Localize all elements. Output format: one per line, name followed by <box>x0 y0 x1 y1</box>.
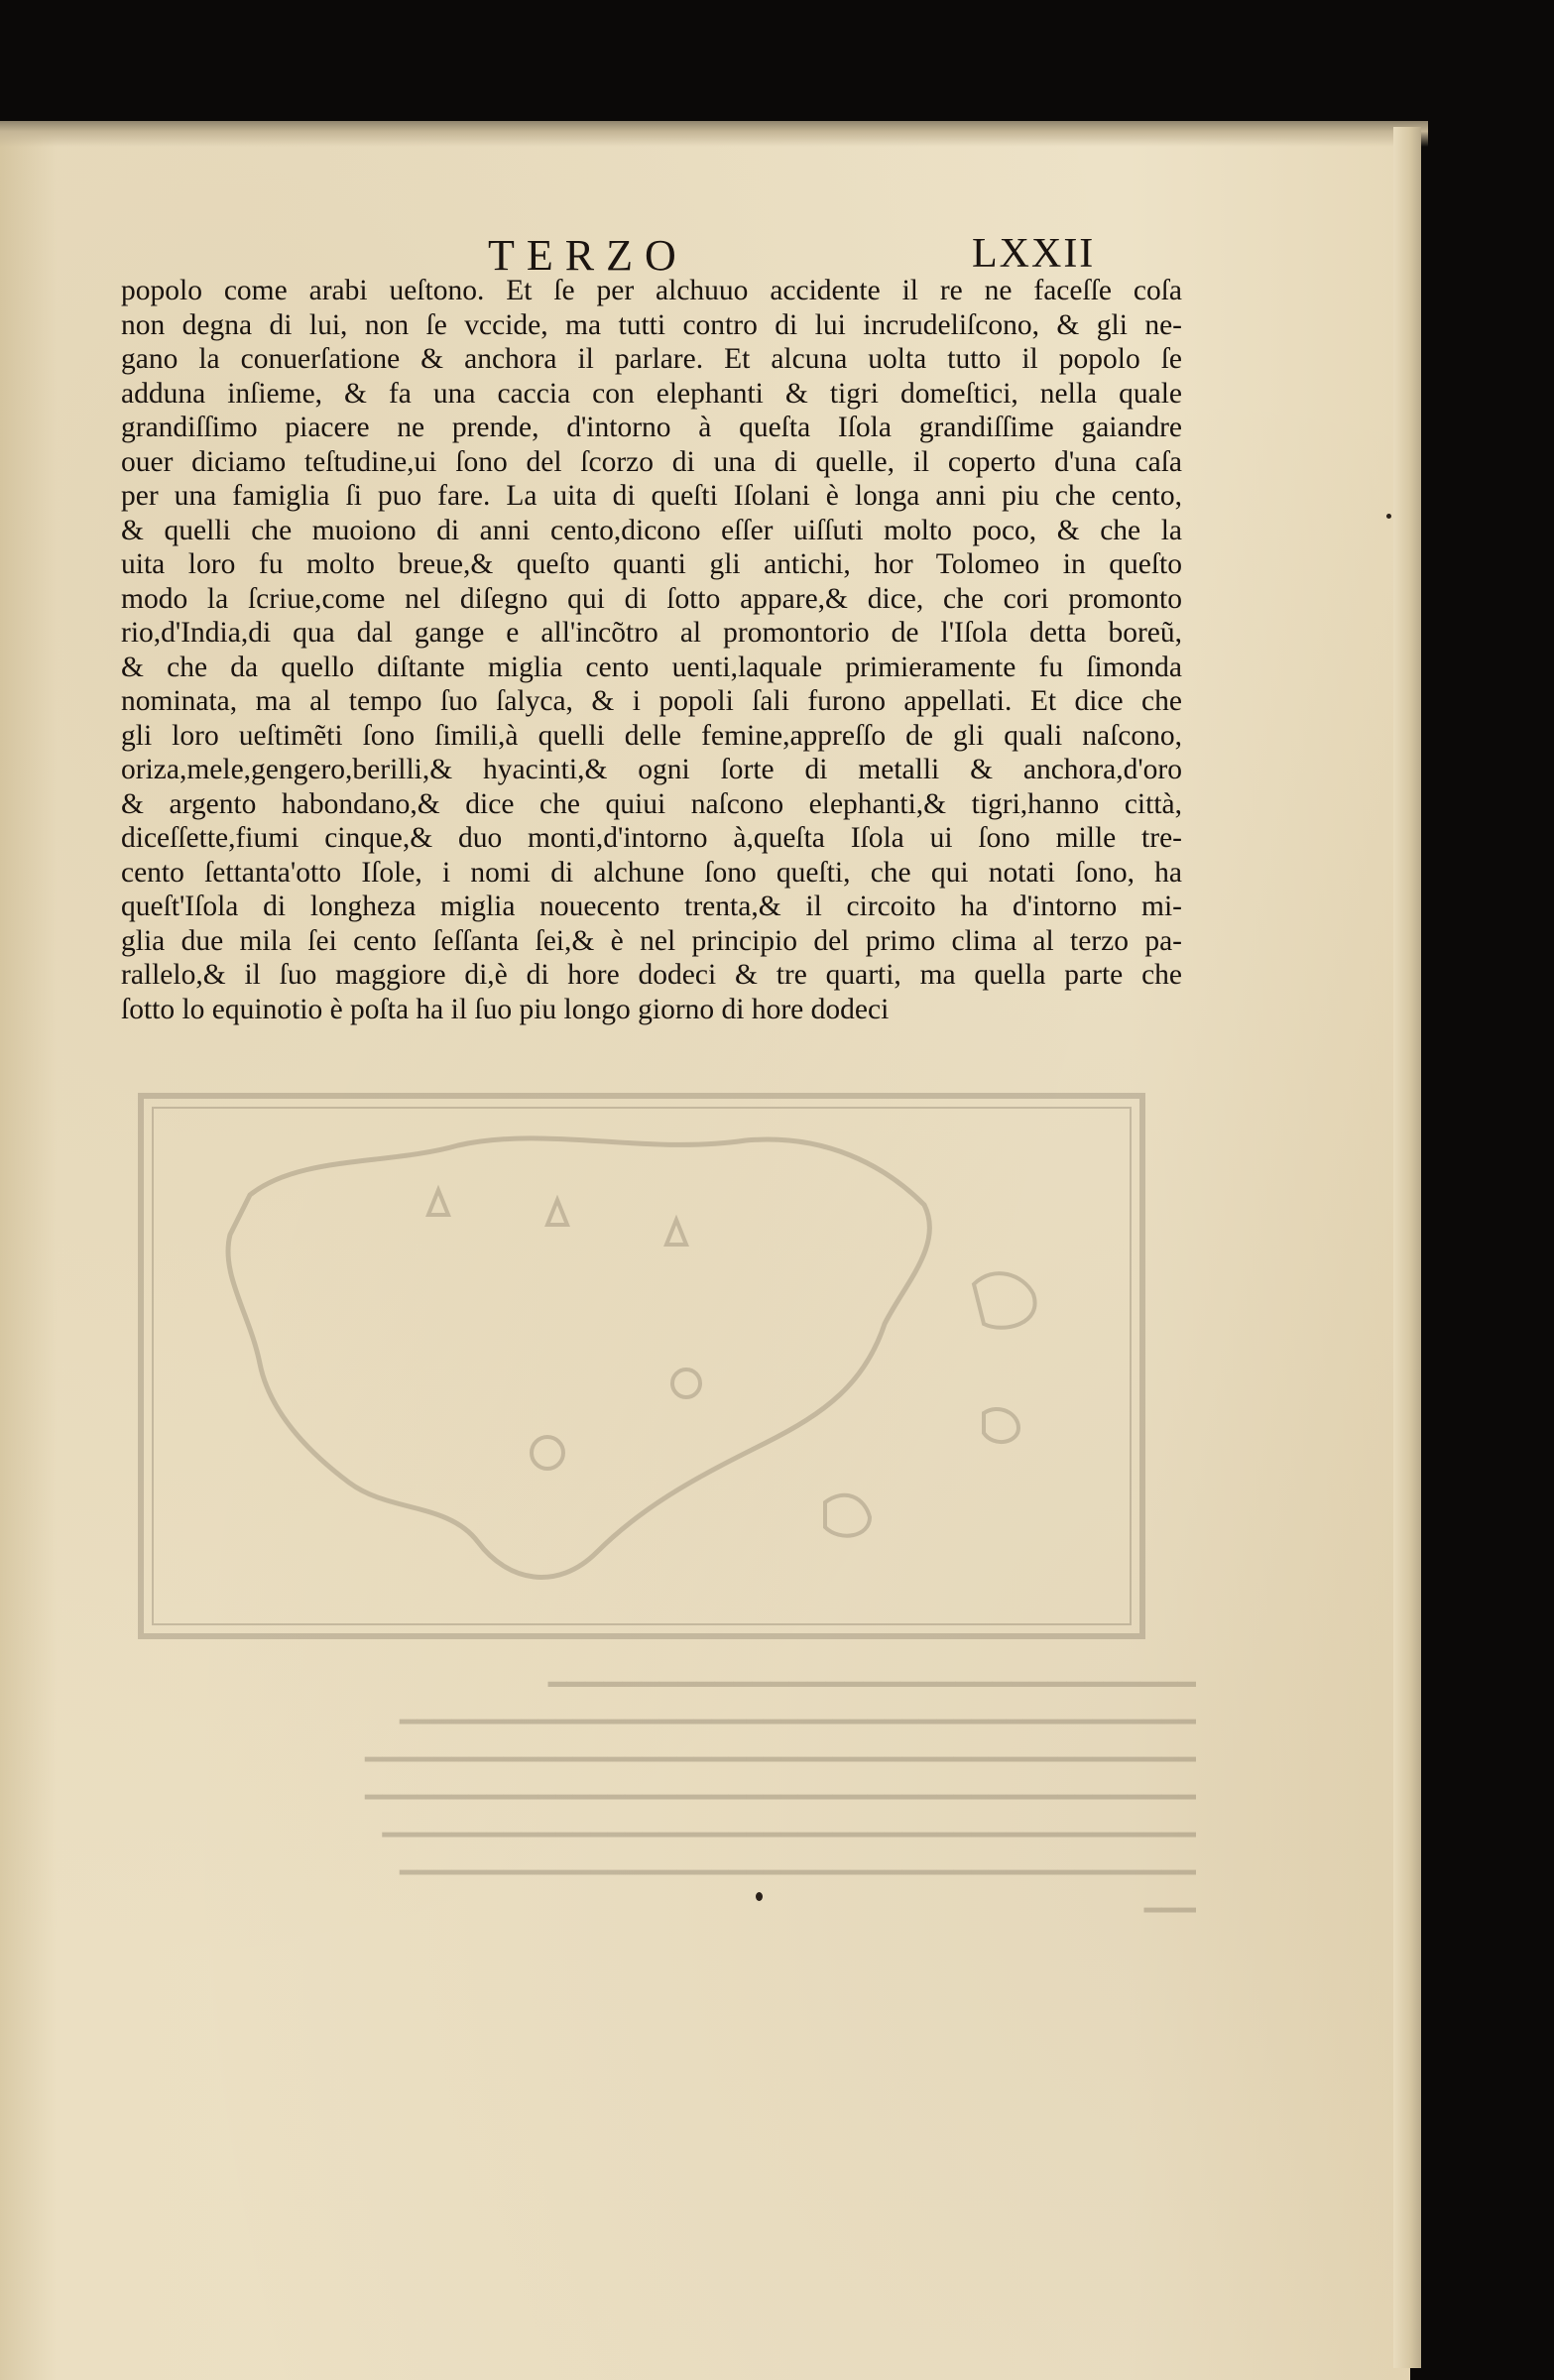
text-line: glia due mila ſei cento ſeſſanta ſei,& è nel principio del primo clima al terzo pa- <box>121 924 1182 957</box>
running-head: TERZO <box>488 231 688 280</box>
page-header <box>119 230 1170 280</box>
show-through-text <box>165 1666 1196 1930</box>
text-line: & quelli che muoiono di anni cento,dicono eſſer uiſſuti molto poco, & che la <box>121 514 1182 546</box>
text-line: modo la ſcriue,come nel diſegno qui di ſotto appare,& dice, che cori promonto <box>121 582 1182 615</box>
show-through-line: ━━━━━━━━━━━━━━━━━━━━━━━━━━━━━━━━━━━━━━━━━━━━━━━━ <box>364 1782 1196 1814</box>
show-through-line: ━━━ <box>1143 1895 1196 1927</box>
text-line: rio,d'India,di qua dal gange e all'incõtro al promontorio de l'Iſola detta boreũ, <box>121 617 1182 649</box>
ink-speck <box>756 1892 763 1901</box>
text-line: uita loro fu molto breue,& queſto quanti gli antichi, hor Tolomeo in queſto <box>121 548 1182 580</box>
text-line: & che da quello diſtante miglia cento uenti,laquale primieramente fu ſimonda <box>121 651 1182 683</box>
text-line: nominata, ma al tempo ſuo ſalyca, & i popoli ſali furono appellati. Et dice che <box>121 685 1182 717</box>
text-line: ſotto lo equinotio è poſta ha il ſuo piu longo giorno di hore dodeci <box>121 993 890 1025</box>
text-line: per una famiglia ſi puo fare. La uita di queſti Iſolani è longa anni piu che cento, <box>121 480 1182 512</box>
text-line: diceſſette,fiumi cinque,& duo monti,d'intorno à,queſta Iſola ui ſono mille tre- <box>121 822 1182 854</box>
text-line: grandiſſimo piacere ne prende, d'intorno à queſta Iſola grandiſſime gaiandre <box>121 412 1182 443</box>
text-line: rallelo,& il ſuo maggiore di,è di hore dodeci & tre quarti, ma quella parte che <box>121 959 1182 991</box>
show-through-line: ━━━━━━━━━━━━━━━━━━━━━━━━━━━━━━━━━━━━━━━━━━━━━━ <box>399 1707 1196 1738</box>
show-through-line: ━━━━━━━━━━━━━━━━━━━━━━━━━━━━━━━━━━━━━━━━━━━━━━━━ <box>364 1744 1196 1776</box>
text-line: & argento habondano,& dice che quiui naſcono elephanti,& tigri,hanno città, <box>121 787 1182 820</box>
text-line: cento ſettanta'otto Iſole, i nomi di alchune ſono queſti, che qui notati ſono, ha <box>121 856 1182 889</box>
text-line: popolo come arabi ueſtono. Et ſe per alchuuo accidente il re ne faceſſe coſa <box>121 275 1182 306</box>
page-fore-edge <box>1393 127 1421 2368</box>
text-line: ouer diciamo teſtudine,ui ſono del ſcorzo di una di quelle, il coperto d'una caſa <box>121 445 1182 478</box>
page-top-shadow <box>0 121 1428 147</box>
show-through-line: ━━━━━━━━━━━━━━━━━━━━━━━━━━━━━━━━━━━ <box>547 1667 1196 1702</box>
text-line: oriza,mele,gengero,berilli,& hyacinti,& ogni ſorte di metalli & anchora,d'oro <box>121 754 1182 785</box>
body-text <box>121 274 1182 1026</box>
text-line: adduna inſieme, & fa una caccia con elephanti & tigri domeſtici, nella quale <box>121 377 1182 410</box>
folio-number: LXXII <box>972 231 1096 277</box>
ink-speck <box>1386 514 1391 519</box>
text-line: gano la conuerſatione & anchora il parlare. Et alcuna uolta tutto il popolo ſe <box>121 343 1182 375</box>
show-through-line: ━━━━━━━━━━━━━━━━━━━━━━━━━━━━━━━━━━━━━━━━━━━━━━━ <box>382 1820 1196 1851</box>
text-line: non degna di lui, non ſe vccide, ma tutti contro di lui incrudeliſcono, & gli ne- <box>121 308 1182 341</box>
show-through-line: ━━━━━━━━━━━━━━━━━━━━━━━━━━━━━━━━━━━━━━━━━━━━━━ <box>399 1857 1196 1889</box>
text-line: gli loro ueſtimẽti ſono ſimili,à quelli delle femine,appreſſo de gli quali naſcono, <box>121 719 1182 752</box>
show-through-map-image <box>131 1086 1152 1646</box>
text-line: queſt'Iſola di longheza miglia nouecento trenta,& il circoito ha d'intorno mi- <box>121 891 1182 922</box>
